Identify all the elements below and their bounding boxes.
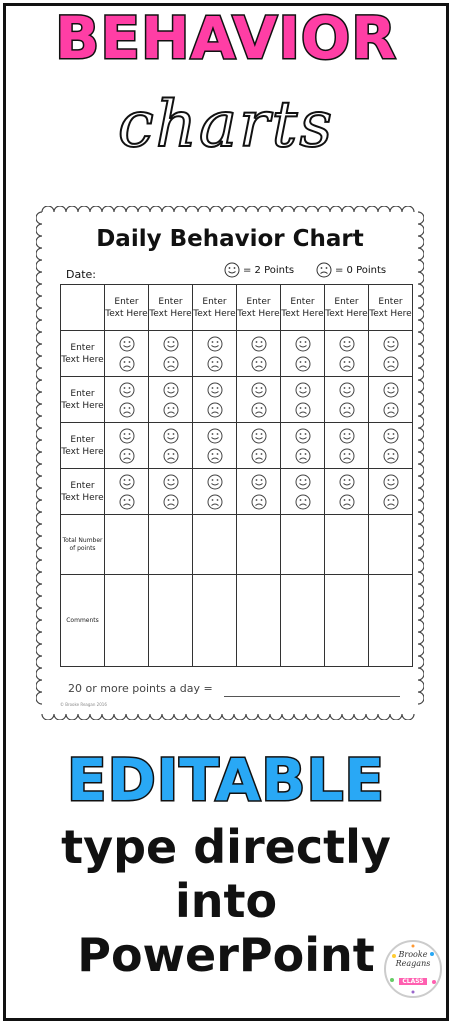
- frowny-icon: [119, 402, 135, 418]
- behavior-row: [61, 423, 413, 469]
- face-pair: [237, 336, 280, 372]
- frowny-icon: [119, 356, 135, 372]
- face-pair: [105, 474, 148, 510]
- smiley-icon: [339, 428, 355, 444]
- face-pair: [281, 382, 324, 418]
- column-header[interactable]: Enter Text Here: [369, 285, 413, 331]
- face-cell[interactable]: [237, 469, 281, 515]
- face-pair: [149, 382, 192, 418]
- face-pair: [369, 336, 412, 372]
- confetti-dots: [386, 942, 440, 996]
- frowny-icon: [207, 494, 223, 510]
- tagline-line: type directly: [61, 820, 391, 874]
- column-header[interactable]: Enter Text Here: [105, 285, 149, 331]
- frowny-icon: [383, 494, 399, 510]
- row-label[interactable]: Enter Text Here: [61, 331, 105, 377]
- behavior-row: [61, 331, 413, 377]
- smiley-icon: [207, 474, 223, 490]
- logo-line: Brooke: [398, 950, 428, 959]
- smiley-icon: [119, 474, 135, 490]
- frowny-icon: [295, 402, 311, 418]
- comment-cell[interactable]: [105, 575, 149, 667]
- smiley-icon: [119, 428, 135, 444]
- face-pair: [149, 336, 192, 372]
- smiley-icon: [163, 474, 179, 490]
- total-cell[interactable]: [193, 515, 237, 575]
- face-cell[interactable]: [325, 423, 369, 469]
- column-header[interactable]: Enter Text Here: [281, 285, 325, 331]
- face-cell[interactable]: [369, 469, 413, 515]
- smiley-icon: [207, 382, 223, 398]
- frowny-icon: [163, 356, 179, 372]
- tagline: [0, 820, 452, 982]
- behavior-table: [60, 284, 413, 667]
- legend-zero-points: [316, 262, 386, 278]
- total-cell[interactable]: [281, 515, 325, 575]
- frowny-icon: [339, 356, 355, 372]
- face-pair: [369, 428, 412, 464]
- row-label[interactable]: Enter Text Here: [61, 377, 105, 423]
- frowny-icon: [295, 356, 311, 372]
- face-pair: [193, 428, 236, 464]
- face-pair: [369, 474, 412, 510]
- face-cell[interactable]: [193, 423, 237, 469]
- frowny-icon: [163, 448, 179, 464]
- frowny-icon: [339, 402, 355, 418]
- smiley-icon: [383, 382, 399, 398]
- frowny-icon: [119, 448, 135, 464]
- frowny-icon: [339, 448, 355, 464]
- total-cell[interactable]: [325, 515, 369, 575]
- smiley-icon: [295, 428, 311, 444]
- smiley-icon: [339, 382, 355, 398]
- face-cell[interactable]: [105, 331, 149, 377]
- total-cell[interactable]: [105, 515, 149, 575]
- face-pair: [149, 428, 192, 464]
- face-pair: [193, 382, 236, 418]
- legend-zero-points-text: = 0 Points: [335, 265, 387, 276]
- smiley-icon: [295, 336, 311, 352]
- frowny-icon: [251, 402, 267, 418]
- face-cell[interactable]: [369, 377, 413, 423]
- comment-cell[interactable]: [237, 575, 281, 667]
- legend-two-points: [224, 262, 294, 278]
- total-row: [61, 515, 413, 575]
- smiley-icon: [119, 382, 135, 398]
- total-label: Total Number of points: [61, 515, 105, 575]
- column-header[interactable]: Enter Text Here: [325, 285, 369, 331]
- smiley-icon: [339, 336, 355, 352]
- face-cell[interactable]: [105, 377, 149, 423]
- face-cell[interactable]: [369, 331, 413, 377]
- frowny-icon: [207, 356, 223, 372]
- face-cell[interactable]: [281, 331, 325, 377]
- face-pair: [237, 474, 280, 510]
- row-label[interactable]: Enter Text Here: [61, 469, 105, 515]
- face-cell[interactable]: [281, 377, 325, 423]
- smiley-icon: [295, 474, 311, 490]
- face-cell[interactable]: [325, 377, 369, 423]
- behavior-row: [61, 377, 413, 423]
- smiley-icon: [163, 428, 179, 444]
- logo-badge: CLASS: [399, 978, 426, 985]
- worksheet: [44, 216, 416, 710]
- frowny-icon: [119, 494, 135, 510]
- face-pair: [193, 336, 236, 372]
- face-pair: [281, 428, 324, 464]
- face-cell[interactable]: [237, 331, 281, 377]
- face-pair: [105, 382, 148, 418]
- frowny-icon: [251, 494, 267, 510]
- face-cell[interactable]: [237, 377, 281, 423]
- smiley-icon: [251, 336, 267, 352]
- column-header[interactable]: Enter Text Here: [237, 285, 281, 331]
- smiley-icon: [163, 336, 179, 352]
- comments-row: [61, 575, 413, 667]
- face-pair: [369, 382, 412, 418]
- frowny-icon: [163, 402, 179, 418]
- face-cell[interactable]: [281, 469, 325, 515]
- face-cell[interactable]: [325, 469, 369, 515]
- total-cell[interactable]: [149, 515, 193, 575]
- frowny-icon: [339, 494, 355, 510]
- date-label: Date:: [66, 268, 96, 281]
- comments-label: Comments: [61, 575, 105, 667]
- face-pair: [325, 428, 368, 464]
- frowny-icon: [383, 402, 399, 418]
- smiley-icon: [207, 336, 223, 352]
- face-pair: [325, 382, 368, 418]
- face-pair: [281, 474, 324, 510]
- frowny-icon: [207, 402, 223, 418]
- tagline-line: into: [174, 874, 278, 928]
- smiley-icon: [251, 474, 267, 490]
- corner-cell: [61, 285, 105, 331]
- frowny-icon: [251, 356, 267, 372]
- total-cell[interactable]: [237, 515, 281, 575]
- face-cell[interactable]: [105, 469, 149, 515]
- column-header[interactable]: Enter Text Here: [193, 285, 237, 331]
- face-pair: [325, 336, 368, 372]
- face-cell[interactable]: [149, 377, 193, 423]
- frowny-icon: [383, 448, 399, 464]
- frowny-icon: [295, 448, 311, 464]
- copyright-text: © Brooke Reagan 2016: [60, 702, 107, 707]
- worksheet-title: Daily Behavior Chart: [96, 226, 364, 252]
- face-pair: [193, 474, 236, 510]
- smiley-icon: [383, 474, 399, 490]
- points-goal-text: 20 or more points a day =: [68, 682, 213, 695]
- comment-cell[interactable]: [281, 575, 325, 667]
- face-cell[interactable]: [193, 377, 237, 423]
- smiley-icon: [383, 336, 399, 352]
- face-pair: [105, 336, 148, 372]
- logo-line: Reagans: [395, 959, 431, 968]
- face-cell[interactable]: [149, 331, 193, 377]
- face-pair: [105, 428, 148, 464]
- total-cell[interactable]: [369, 515, 413, 575]
- face-cell[interactable]: [369, 423, 413, 469]
- column-header[interactable]: Enter Text Here: [149, 285, 193, 331]
- smiley-icon: [119, 336, 135, 352]
- comment-cell[interactable]: [325, 575, 369, 667]
- face-cell[interactable]: [325, 331, 369, 377]
- brand-logo: [384, 940, 442, 998]
- comment-cell[interactable]: [193, 575, 237, 667]
- tagline-line: PowerPoint: [77, 928, 375, 982]
- editable-heading: EDITABLE: [66, 746, 386, 814]
- frowny-icon: [383, 356, 399, 372]
- comment-cell[interactable]: [149, 575, 193, 667]
- comment-cell[interactable]: [369, 575, 413, 667]
- face-cell[interactable]: [105, 423, 149, 469]
- row-label[interactable]: Enter Text Here: [61, 423, 105, 469]
- smiley-icon: [251, 428, 267, 444]
- smiley-icon: [251, 382, 267, 398]
- smiley-icon: [383, 428, 399, 444]
- frowny-icon: [163, 494, 179, 510]
- points-goal-blank[interactable]: [224, 696, 400, 697]
- header-title: BEHAVIOR: [55, 4, 397, 72]
- face-cell[interactable]: [193, 469, 237, 515]
- frowny-icon: [251, 448, 267, 464]
- smiley-icon: [339, 474, 355, 490]
- face-pair: [281, 336, 324, 372]
- face-pair: [237, 382, 280, 418]
- smiley-icon: [224, 262, 240, 278]
- header-row: [61, 285, 413, 331]
- frowny-icon: [295, 494, 311, 510]
- face-pair: [149, 474, 192, 510]
- face-cell[interactable]: [193, 331, 237, 377]
- face-cell[interactable]: [281, 423, 325, 469]
- smiley-icon: [163, 382, 179, 398]
- face-pair: [325, 474, 368, 510]
- legend-two-points-text: = 2 Points: [243, 265, 295, 276]
- smiley-icon: [295, 382, 311, 398]
- face-pair: [237, 428, 280, 464]
- face-cell[interactable]: [237, 423, 281, 469]
- smiley-icon: [207, 428, 223, 444]
- behavior-row: [61, 469, 413, 515]
- face-cell[interactable]: [149, 423, 193, 469]
- face-cell[interactable]: [149, 469, 193, 515]
- header-subtitle: charts: [117, 88, 335, 162]
- frowny-icon: [316, 262, 332, 278]
- frowny-icon: [207, 448, 223, 464]
